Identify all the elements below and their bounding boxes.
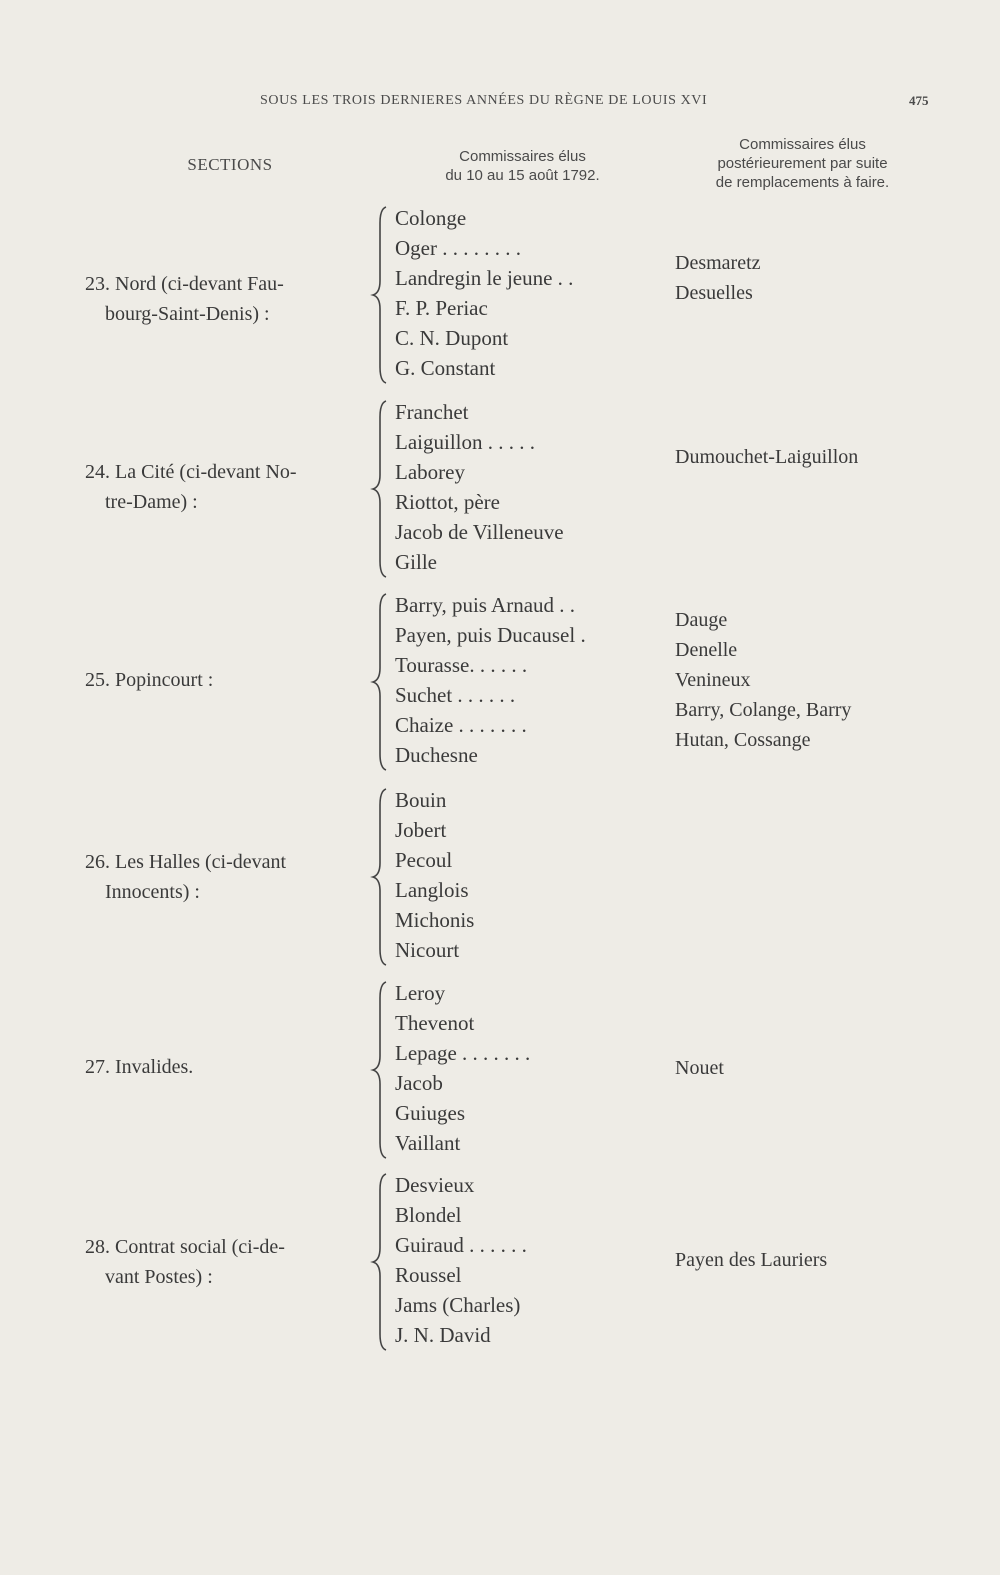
commissioner-name: Jacob de Villeneuve [395, 520, 564, 544]
header-elected-line1: Commissaires élus [459, 148, 586, 165]
section-name-line2: tre-Dame) : [105, 491, 198, 513]
replacement-name [675, 338, 955, 368]
commissioner-name: Roussel [395, 1263, 462, 1287]
section-name-line2: Innocents) : [105, 881, 200, 903]
replacements-list [675, 412, 955, 592]
commissioners-list [395, 397, 655, 577]
section-name-line1: 24. La Cité (ci-devant No- [85, 461, 297, 483]
section-name [85, 457, 375, 517]
replacement-name [675, 1215, 955, 1245]
commissioner-name: Langlois [395, 878, 469, 902]
brace-icon [370, 590, 394, 774]
commissioner-name: Laiguillon . . . . . [395, 430, 535, 454]
section-name-line1: 26. Les Halles (ci-devant [85, 851, 287, 873]
running-title: SOUS LES TROIS DERNIERES ANNÉES DU RÈGNE DE LOUIS XVI [260, 93, 708, 108]
section-name [85, 269, 375, 329]
header-elected-line2: du 10 au 15 août 1792. [445, 167, 600, 184]
section-name [85, 1232, 375, 1292]
replacement-name [675, 1143, 955, 1173]
brace-icon [370, 397, 394, 581]
replacement-name [675, 562, 955, 592]
brace-icon [370, 1170, 394, 1354]
commissioner-name: Franchet [395, 400, 469, 424]
section-name-line1: 28. Contrat social (ci-de- [85, 1236, 285, 1258]
header-sections [150, 155, 310, 174]
brace-icon [370, 785, 394, 969]
section-name-line2: bourg-Saint-Denis) : [105, 303, 270, 325]
commissioners-list [395, 590, 655, 770]
commissioner-name: Riottot, père [395, 490, 500, 514]
replacement-name [675, 993, 955, 1023]
header-later-line3: de remplacements à faire. [715, 174, 890, 191]
brace-icon [370, 203, 394, 387]
commissioner-name: Payen, puis Ducausel . [395, 623, 586, 647]
replacement-name [675, 368, 955, 398]
commissioner-name: Bouin [395, 788, 447, 812]
commissioner-name: Barry, puis Arnaud . . [395, 593, 576, 617]
section-name-line2: vant Postes) : [105, 1266, 213, 1288]
header-later-line1: Commissaires élus [739, 136, 866, 153]
replacement-name: Dumouchet-Laiguillon [675, 446, 859, 468]
commissioner-name: Lepage . . . . . . . [395, 1041, 531, 1065]
commissioner-name: Jams (Charles) [395, 1293, 521, 1317]
commissioner-name: Desvieux [395, 1173, 475, 1197]
commissioners-list [395, 203, 655, 383]
header-later [690, 135, 915, 192]
commissioner-name: Blondel [395, 1203, 462, 1227]
commissioner-name: Duchesne [395, 743, 478, 767]
commissioner-name: Leroy [395, 981, 446, 1005]
commissioner-name: Colonge [395, 206, 467, 230]
replacements-list [675, 800, 955, 980]
replacement-name [675, 1275, 955, 1305]
replacement-name [675, 308, 955, 338]
commissioner-name: C. N. Dupont [395, 326, 509, 350]
replacement-name [675, 1023, 955, 1053]
replacement-name [675, 218, 955, 248]
running-head [0, 93, 1000, 111]
section-name-line1: 27. Invalides. [85, 1056, 194, 1078]
commissioner-name: Pecoul [395, 848, 453, 872]
commissioner-name: Laborey [395, 460, 465, 484]
replacement-name [675, 860, 955, 890]
replacement-name [675, 950, 955, 980]
replacement-name [675, 1185, 955, 1215]
header-later-line2: postérieurement par suite [717, 155, 888, 172]
replacement-name: Payen des Lauriers [675, 1249, 828, 1271]
replacement-name [675, 502, 955, 532]
brace-icon [370, 978, 394, 1162]
commissioner-name: Suchet . . . . . . [395, 683, 516, 707]
replacements-list [675, 1185, 955, 1365]
header-elected [420, 147, 625, 185]
section-name-line1: 25. Popincourt : [85, 669, 214, 691]
replacement-name: Desmaretz [675, 252, 761, 274]
commissioner-name: Jacob [395, 1071, 443, 1095]
replacement-name [675, 830, 955, 860]
replacement-name: Denelle [675, 639, 738, 661]
section-name [85, 847, 375, 907]
section-name-line1: 23. Nord (ci-devant Fau- [85, 273, 284, 295]
replacement-name [675, 1305, 955, 1335]
commissioner-name: Nicourt [395, 938, 460, 962]
replacement-name [675, 755, 955, 785]
replacement-name [675, 1113, 955, 1143]
commissioner-name: Guiraud . . . . . . [395, 1233, 527, 1257]
section-name [85, 665, 375, 695]
commissioner-name: Thevenot [395, 1011, 475, 1035]
replacement-name: Dauge [675, 609, 728, 631]
commissioner-name: Jobert [395, 818, 447, 842]
replacement-name [675, 920, 955, 950]
commissioner-name: J. N. David [395, 1323, 491, 1347]
commissioners-list [395, 785, 655, 965]
replacements-list [675, 993, 955, 1173]
commissioner-name: Vaillant [395, 1131, 461, 1155]
replacement-name [675, 412, 955, 442]
commissioner-name: Michonis [395, 908, 475, 932]
replacement-name: Desuelles [675, 282, 753, 304]
commissioner-name: F. P. Periac [395, 296, 488, 320]
commissioner-name: Guiuges [395, 1101, 465, 1125]
commissioners-list [395, 1170, 655, 1350]
replacement-name [675, 800, 955, 830]
replacement-name: Venineux [675, 669, 751, 691]
commissioner-name: Oger . . . . . . . . [395, 236, 521, 260]
header-sections-label: SECTIONS [187, 155, 273, 174]
replacement-name: Nouet [675, 1057, 724, 1079]
replacement-name: Hutan, Cossange [675, 729, 811, 751]
replacement-name [675, 532, 955, 562]
commissioners-list [395, 978, 655, 1158]
commissioner-name: Tourasse. . . . . . [395, 653, 528, 677]
replacement-name: Barry, Colange, Barry [675, 699, 852, 721]
commissioner-name: Chaize . . . . . . . [395, 713, 527, 737]
replacements-list [675, 605, 955, 785]
page-number: 475 [909, 93, 929, 108]
replacement-name [675, 890, 955, 920]
replacement-name [675, 472, 955, 502]
commissioner-name: G. Constant [395, 356, 496, 380]
replacement-name [675, 1083, 955, 1113]
section-name [85, 1052, 375, 1082]
commissioner-name: Gille [395, 550, 437, 574]
replacements-list [675, 218, 955, 398]
replacement-name [675, 1335, 955, 1365]
commissioner-name: Landregin le jeune . . [395, 266, 574, 290]
